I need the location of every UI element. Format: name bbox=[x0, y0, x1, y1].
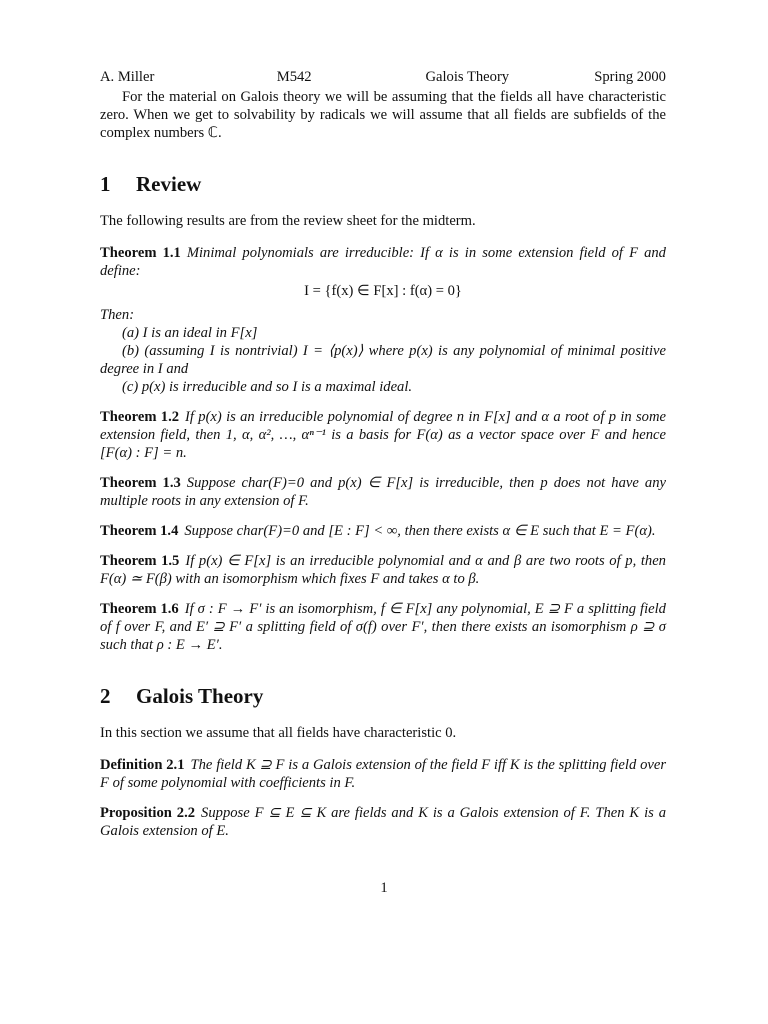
page-number: 1 bbox=[380, 880, 388, 896]
theorem-1-3 bbox=[100, 474, 666, 510]
theorem-text: If p(x) ∈ F[x] is an irreducible polynomial and α and β are two roots of p, then F(α) ≃ F(β) with an isomorphism which fixes F and takes α to β. bbox=[100, 553, 666, 587]
header-term: Spring 2000 bbox=[594, 69, 666, 85]
running-header bbox=[100, 68, 666, 88]
display-equation: I = {f(x) ∈ F[x] : f(α) = 0} bbox=[304, 283, 462, 299]
intro-paragraph: For the material on Galois theory we will be assuming that the fields all have characteristic zero. When we get to solvability by radicals we will assume that all fields are subfields of the complex numbers ℂ. bbox=[100, 89, 666, 141]
section-heading-1 bbox=[100, 172, 666, 196]
theorem-label: Theorem 1.3 bbox=[100, 475, 181, 491]
theorem-label: Theorem 1.6 bbox=[100, 601, 179, 617]
header-course: M542 bbox=[276, 69, 312, 85]
theorem-item-a: (a) I is an ideal in F[x] bbox=[122, 325, 258, 341]
document-page bbox=[100, 68, 666, 852]
section-title: Review bbox=[136, 172, 202, 196]
theorem-1-5 bbox=[100, 552, 666, 588]
section-lead: The following results are from the review sheet for the midterm. bbox=[100, 213, 476, 229]
theorem-then: Then: bbox=[100, 307, 135, 323]
theorem-text: Suppose char(F)=0 and [E : F] < ∞, then there exists α ∈ E such that E = F(α). bbox=[184, 523, 656, 539]
definition-label: Definition 2.1 bbox=[100, 757, 185, 773]
theorem-item-b: (b) (assuming I is nontrivial) I = ⟨p(x)⟩ where p(x) is any polynomial of minimal positive degree in I and bbox=[100, 343, 666, 377]
theorem-1-6 bbox=[100, 600, 666, 654]
definition-text: The field K ⊇ F is a Galois extension of the field F iff K is the splitting field over F of some polynomial with coefficients in F. bbox=[100, 757, 667, 791]
theorem-label: Theorem 1.4 bbox=[100, 523, 179, 539]
theorem-label: Theorem 1.1 bbox=[100, 245, 181, 261]
section-lead: In this section we assume that all fields have characteristic 0. bbox=[100, 725, 457, 741]
theorem-label: Theorem 1.5 bbox=[100, 553, 180, 569]
theorem-label: Theorem 1.2 bbox=[100, 409, 180, 425]
definition-2-1 bbox=[100, 756, 666, 792]
section-number: 2 bbox=[100, 684, 111, 708]
theorem-text: If σ : F → F′ is an isomorphism, f ∈ F[x] any polynomial, E ⊇ F a splitting field of f over F, and E′ ⊇ F′ a splitting field of σ(f) over F′, then there exists an isomorphism ρ ⊇ σ such that ρ : E → E′. bbox=[100, 601, 666, 653]
section-title: Galois Theory bbox=[136, 684, 264, 708]
theorem-1-1 bbox=[100, 244, 666, 396]
proposition-label: Proposition 2.2 bbox=[100, 805, 196, 821]
proposition-2-2 bbox=[100, 804, 666, 840]
theorem-text: Minimal polynomials are irreducible: If α is in some extension field of F and define: bbox=[100, 245, 666, 279]
theorem-1-2 bbox=[100, 408, 666, 462]
header-author: A. Miller bbox=[100, 69, 155, 85]
theorem-text: If p(x) is an irreducible polynomial of degree n in F[x] and α a root of p in some extension field, then 1, α, α², …, αⁿ⁻¹ is a basis for F(α) as a vector space over F and hence [F(α) : F] = n. bbox=[100, 409, 666, 461]
section-number: 1 bbox=[100, 172, 111, 196]
section-heading-2 bbox=[100, 684, 666, 708]
header-title: Galois Theory bbox=[425, 69, 510, 85]
theorem-1-4 bbox=[100, 522, 666, 540]
theorem-text: Suppose char(F)=0 and p(x) ∈ F[x] is irreducible, then p does not have any multiple roots in any extension of F. bbox=[100, 475, 666, 509]
proposition-text: Suppose F ⊆ E ⊆ K are fields and K is a Galois extension of F. Then K is a Galois extension of E. bbox=[100, 805, 666, 839]
theorem-item-c: (c) p(x) is irreducible and so I is a maximal ideal. bbox=[122, 379, 413, 395]
